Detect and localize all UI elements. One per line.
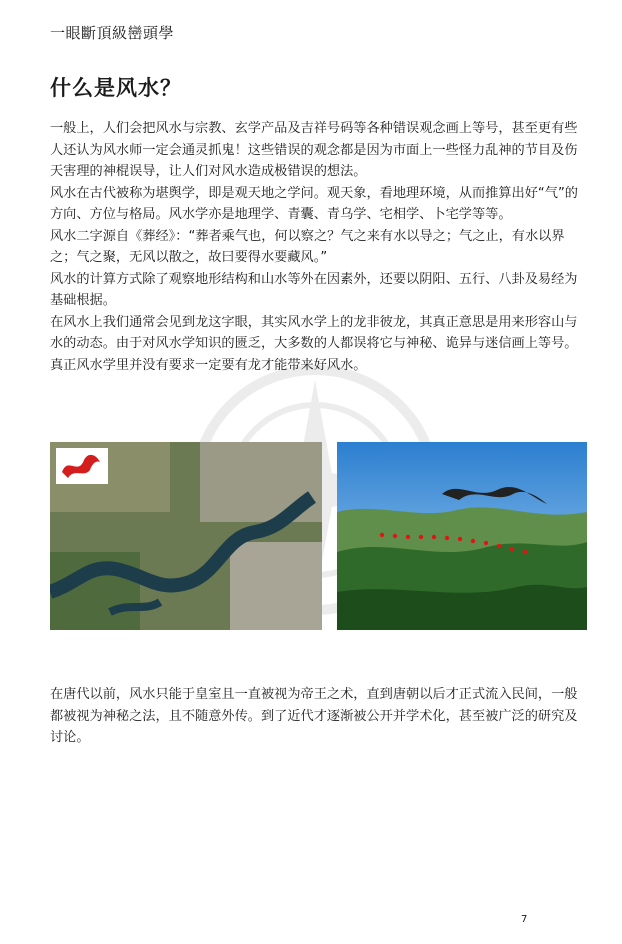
paragraph: 在唐代以前，风水只能于皇室且一直被视为帝王之术，直到唐朝以后才正式流入民间，一般都被视为神秘之法，且不随意外传。到了近代才逐渐被公开并学术化，甚至被广泛的研究及讨论。 [50,687,578,745]
paragraph: 风水二字源自《葬经》：“葬者乘气也，何以察之？气之来有水以导之；气之止，有水以界之；气之聚，无风以散之，故曰要得水要藏风。” [50,228,565,265]
page-title: 什么是风水？ [50,76,182,100]
satellite-river-image [50,442,322,630]
running-header: 一眼斷頂級巒頭學 [50,24,175,42]
mountain-dragon-image [337,442,587,630]
body-text [50,118,582,376]
paragraph: 风水的计算方式除了观察地形结构和山水等外在因素外，还要以阴阳、五行、八卦及易经为基础根据。 [50,271,578,308]
page-number: 7 [521,914,528,925]
paragraph: 风水在古代被称为堪舆学，即是观天地之学问。观天象，看地理环境，从而推算出好“气”的方向、方位与格局。风水学亦是地理学、青囊、青乌学、宅相学、卜宅学等等。 [50,185,578,222]
paragraph: 在风水上我们通常会见到龙这字眼，其实风水学上的龙非彼龙，其真正意思是用来形容山与水的动态。由于对风水学知识的匮乏，大多数的人都误将它与神秘、诡异与迷信画上等号。真正风水学里并没有要求一定要有龙才能带来好风水。 [50,314,578,373]
paragraph: 一般上，人们会把风水与宗教、玄学产品及吉祥号码等各种错误观念画上等号，甚至更有些人还认为风水师一定会通灵抓鬼！这些错误的观念都是因为市面上一些怪力乱神的节目及伤天害理的神棍误导，让人们对风水造成极错误的想法。 [50,121,578,179]
